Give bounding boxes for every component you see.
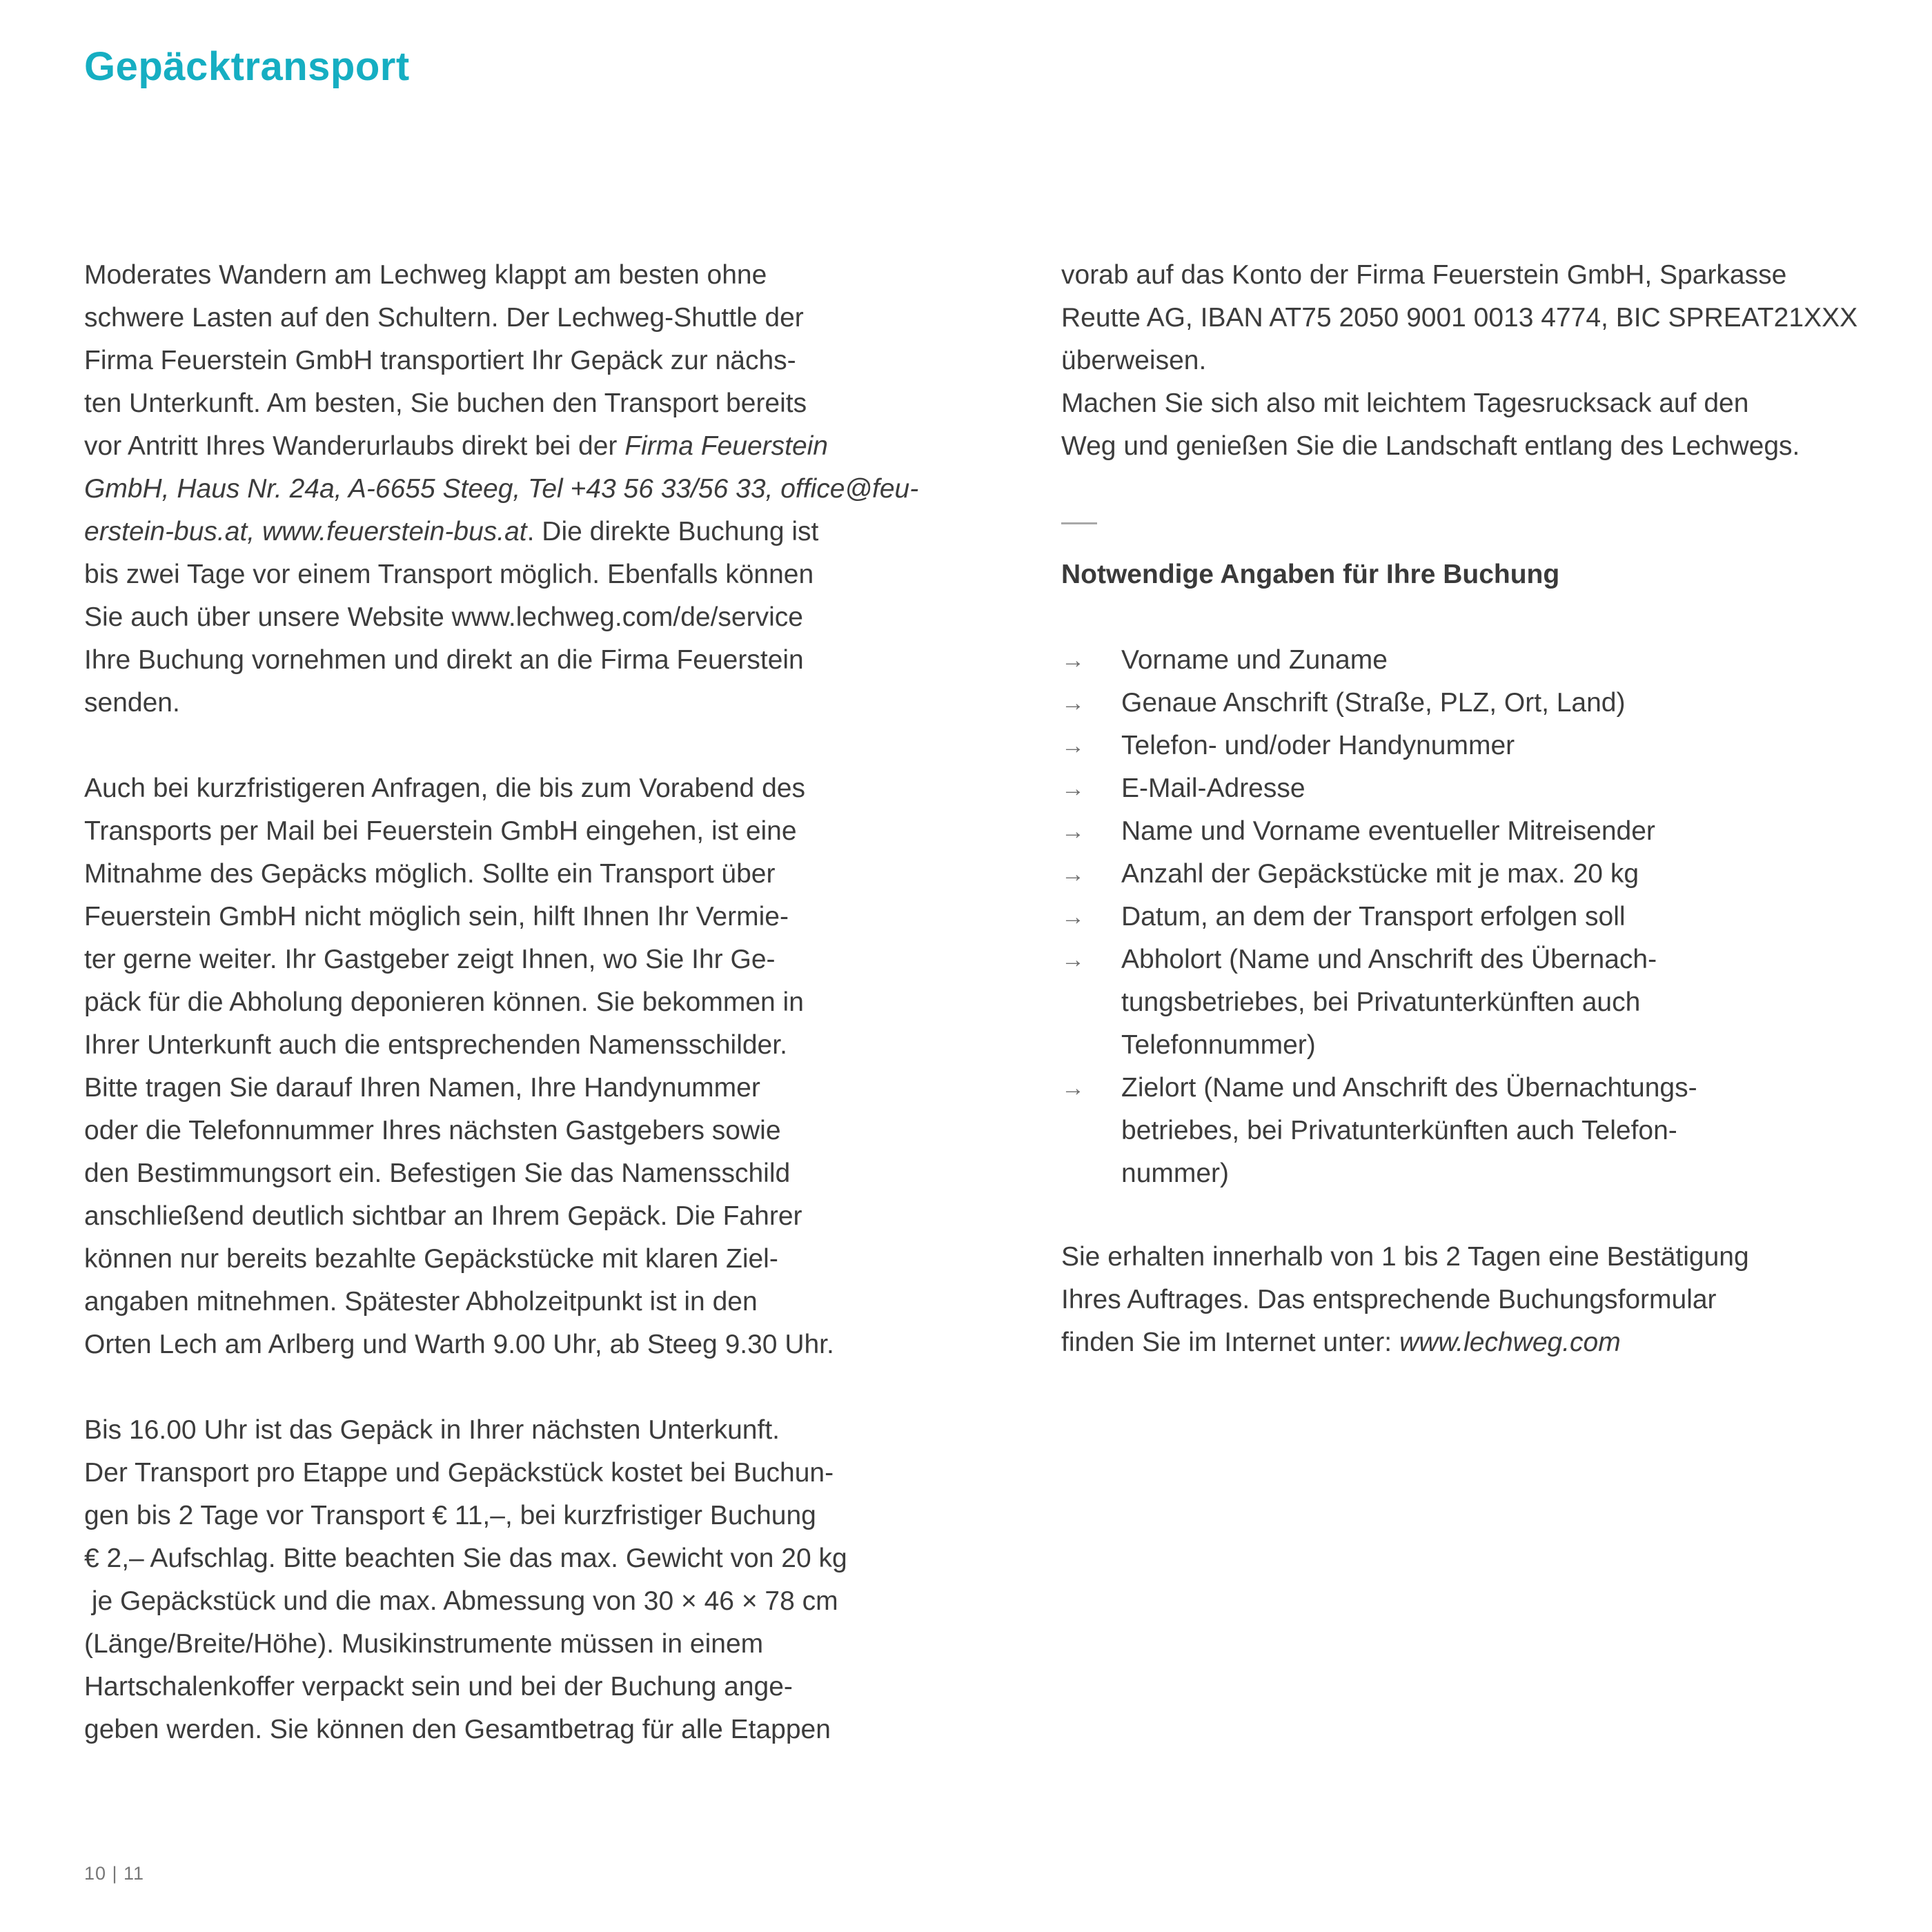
text-line: ten Unterkunft. Am besten, Sie buchen den Transport bereits <box>84 388 807 418</box>
arrow-right-icon: → <box>1061 776 1085 802</box>
text-line: päck für die Abholung deponieren können. Sie bekommen in <box>84 987 804 1017</box>
list-item-text: nummer) <box>1121 1159 1230 1188</box>
list-item-text: Vorname und Zuname <box>1121 645 1388 675</box>
list-item <box>1061 1067 1697 1195</box>
text-line: Ihrer Unterkunft auch die entsprechenden Namensschilder. <box>84 1030 787 1060</box>
arrow-right-icon: → <box>1061 861 1085 887</box>
list-item-text: Telefon- und/oder Handynummer <box>1121 731 1515 760</box>
text-line: bis zwei Tage vor einem Transport möglich. Ebenfalls können <box>84 560 814 589</box>
text-line <box>1061 1321 1749 1364</box>
text-line: Sie erhalten innerhalb von 1 bis 2 Tagen eine Bestätigung <box>1061 1242 1749 1272</box>
section-heading: Notwendige Angaben für Ihre Buchung <box>1061 560 1560 589</box>
text-line: gen bis 2 Tage vor Transport € 11,–, bei kurzfristiger Buchung <box>84 1501 816 1530</box>
company-address: GmbH, Haus Nr. 24a, A-6655 Steeg, Tel +43 56 33/56 33, office@feu- <box>84 474 919 504</box>
text-line: Moderates Wandern am Lechweg klappt am besten ohne <box>84 260 767 290</box>
text-line: Orten Lech am Arlberg und Warth 9.00 Uhr, ab Steeg 9.30 Uhr. <box>84 1330 834 1359</box>
list-item <box>1061 810 1697 853</box>
text-line: Mitnahme des Gepäcks möglich. Sollte ein Transport über <box>84 859 776 889</box>
confirmation-paragraph <box>1061 1236 1749 1364</box>
text-line: senden. <box>84 688 180 718</box>
text-line: schwere Lasten auf den Schultern. Der Lechweg-Shuttle der <box>84 303 804 333</box>
text-line: Firma Feuerstein GmbH transportiert Ihr Gepäck zur nächs- <box>84 346 796 375</box>
text-span: vor Antritt Ihres Wanderurlaubs direkt bei der <box>84 431 625 461</box>
text-line: Der Transport pro Etappe und Gepäckstück kostet bei Buchun- <box>84 1458 834 1488</box>
arrow-right-icon: → <box>1061 947 1085 973</box>
list-item <box>1061 896 1697 938</box>
text-line: überweisen. <box>1061 346 1207 375</box>
paragraph-gap <box>84 724 905 767</box>
arrow-right-icon: → <box>1061 733 1085 759</box>
list-item-text: Zielort (Name und Anschrift des Übernachtungs- <box>1121 1073 1697 1103</box>
arrow-right-icon: → <box>1061 690 1085 716</box>
list-item-text: betriebes, bei Privatunterkünften auch Telefon- <box>1121 1116 1677 1145</box>
list-item <box>1061 682 1697 724</box>
list-item <box>1061 639 1697 682</box>
arrow-right-icon: → <box>1061 647 1085 673</box>
text-line: Bitte tragen Sie darauf Ihren Namen, Ihre Handynummer <box>84 1073 760 1103</box>
paragraph-intro <box>84 254 919 724</box>
paragraph-gap <box>84 1366 905 1409</box>
text-line: Hartschalenkoffer verpackt sein und bei der Buchung ange- <box>84 1672 793 1702</box>
left-column <box>84 254 919 1751</box>
company-name: Firma Feuerstein <box>624 431 828 461</box>
text-line: anschließend deutlich sichtbar an Ihrem Gepäck. Die Fahrer <box>84 1201 802 1231</box>
text-line: ter gerne weiter. Ihr Gastgeber zeigt Ihnen, wo Sie Ihr Ge- <box>84 945 776 974</box>
list-item-text: tungsbetriebes, bei Privatunterkünften auch <box>1121 987 1641 1017</box>
text-line <box>84 425 905 468</box>
text-line: Bis 16.00 Uhr ist das Gepäck in Ihrer nächsten Unterkunft. <box>84 1415 780 1445</box>
booking-requirements-list <box>1061 639 1697 1195</box>
text-line: geben werden. Sie können den Gesamtbetrag für alle Etappen <box>84 1715 831 1744</box>
right-column-intro <box>1061 254 1875 468</box>
list-item-text: Anzahl der Gepäckstücke mit je max. 20 kg <box>1121 859 1639 889</box>
text-line: € 2,– Aufschlag. Bitte beachten Sie das max. Gewicht von 20 kg <box>84 1544 847 1573</box>
website-link[interactable]: www.lechweg.com <box>1399 1328 1621 1357</box>
text-line: den Bestimmungsort ein. Befestigen Sie das Namensschild <box>84 1159 791 1188</box>
text-span: finden Sie im Internet unter: <box>1061 1328 1399 1357</box>
paragraph-pricing <box>84 1409 905 1751</box>
text-line <box>84 511 905 553</box>
text-line: Ihre Buchung vornehmen und direkt an die Firma Feuerstein <box>84 645 804 675</box>
list-item-text: Abholort (Name und Anschrift des Übernach- <box>1121 945 1657 974</box>
section-divider <box>1061 522 1097 524</box>
list-item-text: Datum, an dem der Transport erfolgen soll <box>1121 902 1626 931</box>
list-item <box>1061 853 1697 896</box>
list-item <box>1061 938 1697 1067</box>
text-line: Weg und genießen Sie die Landschaft entlang des Lechwegs. <box>1061 431 1800 461</box>
list-item-text: Genaue Anschrift (Straße, PLZ, Ort, Land) <box>1121 688 1626 718</box>
paragraph-short-notice <box>84 767 905 1366</box>
text-line: vorab auf das Konto der Firma Feuerstein GmbH, Sparkasse <box>1061 260 1787 290</box>
text-line <box>84 468 919 511</box>
page-number: 10 | 11 <box>84 1863 145 1884</box>
text-line: Transports per Mail bei Feuerstein GmbH eingehen, ist eine <box>84 816 797 846</box>
arrow-right-icon: → <box>1061 1075 1085 1101</box>
company-web-link[interactable]: erstein-bus.at, www.feuerstein-bus.at <box>84 517 527 546</box>
text-line: oder die Telefonnummer Ihres nächsten Gastgebers sowie <box>84 1116 781 1145</box>
list-item-text: E-Mail-Adresse <box>1121 773 1305 803</box>
text-line: (Länge/Breite/Höhe). Musikinstrumente müssen in einem <box>84 1629 764 1659</box>
arrow-right-icon: → <box>1061 818 1085 845</box>
text-line: können nur bereits bezahlte Gepäckstücke mit klaren Ziel- <box>84 1244 778 1274</box>
list-item-text: Name und Vorname eventueller Mitreisender <box>1121 816 1655 846</box>
bank-details-line: Reutte AG, IBAN AT75 2050 9001 0013 4774, BIC SPREAT21XXX <box>1061 303 1858 333</box>
text-span: . Die direkte Buchung ist <box>526 517 819 546</box>
page-title: Gepäcktransport <box>84 44 410 89</box>
text-line: Machen Sie sich also mit leichtem Tagesrucksack auf den <box>1061 388 1749 418</box>
text-line: je Gepäckstück und die max. Abmessung von 30 × 46 × 78 cm <box>84 1586 838 1616</box>
text-line: Ihres Auftrages. Das entsprechende Buchungsformular <box>1061 1285 1717 1314</box>
list-item <box>1061 724 1697 767</box>
text-line: angaben mitnehmen. Spätester Abholzeitpunkt ist in den <box>84 1287 758 1317</box>
arrow-right-icon: → <box>1061 904 1085 930</box>
text-line: Feuerstein GmbH nicht möglich sein, hilft Ihnen Ihr Vermie- <box>84 902 789 931</box>
list-item-text: Telefonnummer) <box>1121 1030 1316 1060</box>
list-item <box>1061 767 1697 810</box>
text-line: Sie auch über unsere Website www.lechweg.com/de/service <box>84 602 803 632</box>
text-line: Auch bei kurzfristigeren Anfragen, die bis zum Vorabend des <box>84 773 805 803</box>
